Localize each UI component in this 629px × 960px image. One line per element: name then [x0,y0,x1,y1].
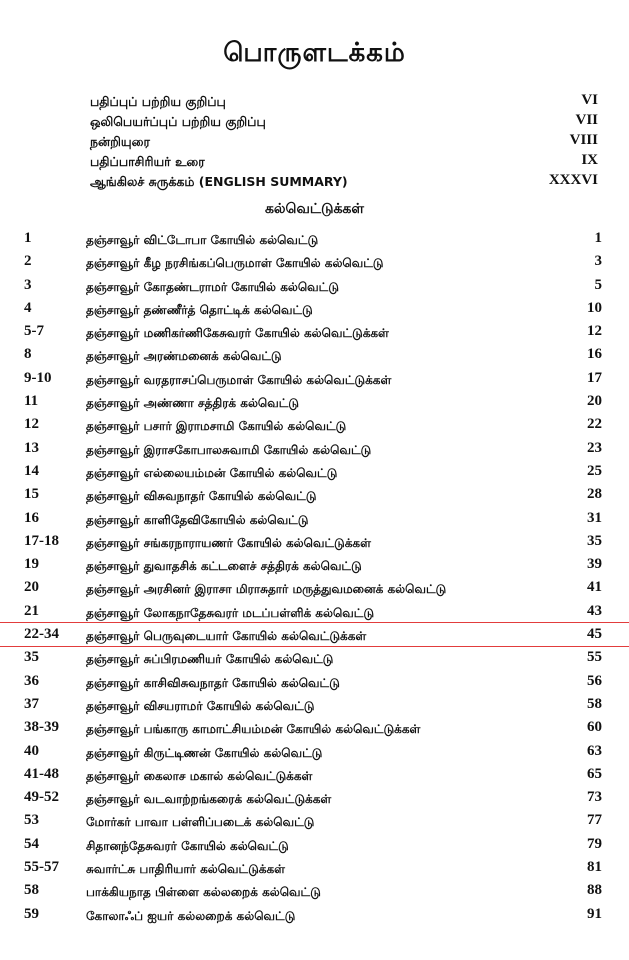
entry-title: தஞ்சாவூர் அண்ணா சத்திரக் கல்வெட்டு [86,396,299,411]
entry-title: தஞ்சாவூர் பெருவுடையார் கோயில் கல்வெட்டுக்கள் [86,629,367,644]
entry-number: 22-34 [24,626,59,643]
entry-page: 56 [587,672,602,689]
entry-page: 81 [587,859,602,876]
entry-number: 1 [24,230,32,246]
entry-page: 73 [587,789,602,806]
toc-row [0,413,629,436]
toc-row [0,763,629,786]
entry-title: தஞ்சாவூர் வடவாற்றங்கரைக் கல்வெட்டுக்கள் [86,792,332,807]
toc-row [0,507,629,530]
toc-row [0,833,629,856]
entry-number: 3 [24,276,32,293]
entry-page: 41 [587,579,602,596]
toc-row [0,809,629,832]
toc-row [0,600,629,623]
entry-number: 19 [24,556,39,573]
entry-title: தஞ்சாவூர் காளிதேவிகோயில் கல்வெட்டு [86,512,309,527]
entry-title: சிதானந்தேசுவரர் கோயில் கல்வெட்டு [86,838,289,853]
entry-title: தஞ்சாவூர் பங்காரு காமாட்சியம்மன் கோயில் கல்வெட்டுக்கள் [86,722,421,737]
front-matter-label: பதிப்புப் பற்றிய குறிப்பு [90,94,226,109]
front-matter-list [90,92,610,192]
entry-title: சுவார்ட்சு பாதிரியார் கல்வெட்டுக்கள் [86,862,285,877]
toc-row [0,437,629,460]
entry-page: 60 [587,719,602,736]
toc-row [0,879,629,902]
entry-number: 58 [24,882,39,899]
entry-page: 65 [587,765,602,782]
entry-number: 2 [24,253,32,270]
toc-row [0,227,629,250]
entry-number: 41-48 [24,765,59,782]
entry-title: தஞ்சாவூர் கைலாச மகால் கல்வெட்டுக்கள் [86,768,313,783]
entry-title: தஞ்சாவூர் விசுவநாதர் கோயில் கல்வெட்டு [86,489,317,504]
entry-page: 91 [587,905,602,922]
entry-number: 37 [24,695,39,712]
entry-number: 20 [24,579,39,596]
entry-title: தஞ்சாவூர் இராசகோபாலசுவாமி கோயில் கல்வெட்டு [86,442,372,457]
entry-page: 3 [594,253,602,270]
toc-row [0,740,629,763]
entry-number: 36 [24,672,39,689]
entry-title: தஞ்சாவூர் வரதராசப்பெருமாள் கோயில் கல்வெட்டுக்கள் [86,372,392,387]
front-matter-page: VIII [569,132,598,148]
entry-page: 23 [587,439,602,456]
entry-number: 8 [24,346,32,363]
entry-number: 12 [24,416,39,433]
entry-title: தஞ்சாவூர் சுப்பிரமணியர் கோயில் கல்வெட்டு [86,652,334,667]
entry-page: 10 [587,299,602,316]
entry-page: 16 [587,346,602,363]
toc-row [0,320,629,343]
entry-title: தஞ்சாவூர் கீழ நரசிங்கப்பெருமாள் கோயில் கல்வெட்டு [86,256,384,271]
entry-title: தஞ்சாவூர் எல்லையம்மன் கோயில் கல்வெட்டு [86,465,338,480]
entry-page: 28 [587,486,602,503]
entry-number: 49-52 [24,789,59,806]
entry-number: 35 [24,649,39,666]
entry-page: 20 [587,393,602,410]
entry-number: 53 [24,812,39,829]
entry-number: 15 [24,486,39,503]
entry-number: 21 [24,602,39,619]
entry-page: 43 [587,602,602,619]
entry-number: 40 [24,742,39,759]
toc-row [0,856,629,879]
entry-number: 54 [24,835,39,852]
front-matter-label: ஆங்கிலச் சுருக்கம் (ENGLISH SUMMARY) [90,174,348,189]
entry-number: 9-10 [24,369,52,386]
entry-number: 38-39 [24,719,59,736]
entry-page: 77 [587,812,602,829]
toc-row [0,530,629,553]
entry-page: 25 [587,462,602,479]
entry-title: தஞ்சாவூர் பசார் இராமசாமி கோயில் கல்வெட்டு [86,419,347,434]
entry-number: 14 [24,462,39,479]
entry-page: 5 [594,276,602,293]
entry-title: தஞ்சாவூர் துவாதசிக் கட்டளைச் சத்திரக் கல்வெட்டு [86,559,362,574]
entry-number: 5-7 [24,323,44,340]
entry-title: தஞ்சாவூர் காசிவிசுவநாதர் கோயில் கல்வெட்டு [86,675,340,690]
entry-title: தஞ்சாவூர் சங்கரநாராயணர் கோயில் கல்வெட்டுக்கள் [86,535,371,550]
front-matter-label: ஒலிபெயர்ப்புப் பற்றிய குறிப்பு [90,114,266,129]
entry-page: 55 [587,649,602,666]
page-title: பொருளடக்கம் [223,38,406,68]
entry-title: கோலாஃப் ஐயர் கல்லறைக் கல்வெட்டு [86,908,296,923]
entry-page: 88 [587,882,602,899]
toc-row [0,716,629,739]
entry-page: 45 [587,626,602,643]
entry-page: 22 [587,416,602,433]
entry-page: 39 [587,556,602,573]
entry-title: தஞ்சாவூர் அரசினர் இராசா மிராசுதார் மருத்துவமனைக் கல்வெட்டு [86,582,447,597]
entry-title: தஞ்சாவூர் விசயராமர் கோயில் கல்வெட்டு [86,698,315,713]
entry-title: தஞ்சாவூர் விட்டோபா கோயில் கல்வெட்டு [86,233,319,247]
entry-page: 63 [587,742,602,759]
front-matter-label: நன்றியுரை [90,134,150,149]
toc-row [0,623,629,646]
toc-row [0,903,629,926]
entry-number: 17-18 [24,532,59,549]
toc-row [0,250,629,273]
front-matter-item [90,152,610,172]
front-matter-item [90,132,610,152]
entry-number: 16 [24,509,39,526]
toc-row [0,646,629,669]
front-matter-page: XXXVI [548,172,598,188]
entry-page: 31 [587,509,602,526]
toc-row [0,297,629,320]
toc-row [0,343,629,366]
section-heading: கல்வெட்டுக்கள் [264,201,365,217]
contents-list [0,227,629,926]
front-matter-page: VII [575,112,598,128]
entry-title: மோர்கர் பாவா பள்ளிப்படைக் கல்வெட்டு [86,815,315,830]
entry-number: 11 [24,393,39,410]
front-matter-item [90,172,610,192]
entry-title: தஞ்சாவூர் அரண்மனைக் கல்வெட்டு [86,349,282,364]
entry-page: 79 [587,835,602,852]
toc-row [0,483,629,506]
entry-title: தஞ்சாவூர் கோதண்டராமர் கோயில் கல்வெட்டு [86,279,339,294]
entry-page: 17 [587,369,602,386]
entry-page: 35 [587,532,602,549]
entry-number: 55-57 [24,859,59,876]
entry-title: தஞ்சாவூர் மணிகர்ணிகேசுவரர் கோயில் கல்வெட்டுக்கள் [86,326,389,341]
toc-row [0,553,629,576]
front-matter-label: பதிப்பாசிரியர் உரை [90,154,205,169]
toc-row [0,670,629,693]
toc-row [0,693,629,716]
front-matter-page: VI [581,92,598,108]
front-matter-item [90,92,610,112]
front-matter-item [90,112,610,132]
entry-number: 13 [24,439,39,456]
entry-title: தஞ்சாவூர் தண்ணீர்த் தொட்டிக் கல்வெட்டு [86,302,313,317]
toc-row [0,367,629,390]
toc-row [0,786,629,809]
front-matter-page: IX [581,152,598,168]
entry-title: தஞ்சாவூர் கிருட்டிணன் கோயில் கல்வெட்டு [86,745,323,760]
entry-page: 1 [594,230,602,246]
entry-title: தஞ்சாவூர் லோகநாதேசுவரர் மடப்பள்ளிக் கல்வெட்டு [86,605,375,620]
toc-row [0,390,629,413]
entry-page: 58 [587,695,602,712]
toc-row [0,274,629,297]
entry-title: பாக்கியநாத பிள்ளை கல்லறைக் கல்வெட்டு [86,885,321,900]
entry-number: 59 [24,905,39,922]
toc-row [0,576,629,599]
entry-page: 12 [587,323,602,340]
toc-row [0,460,629,483]
entry-number: 4 [24,299,32,316]
